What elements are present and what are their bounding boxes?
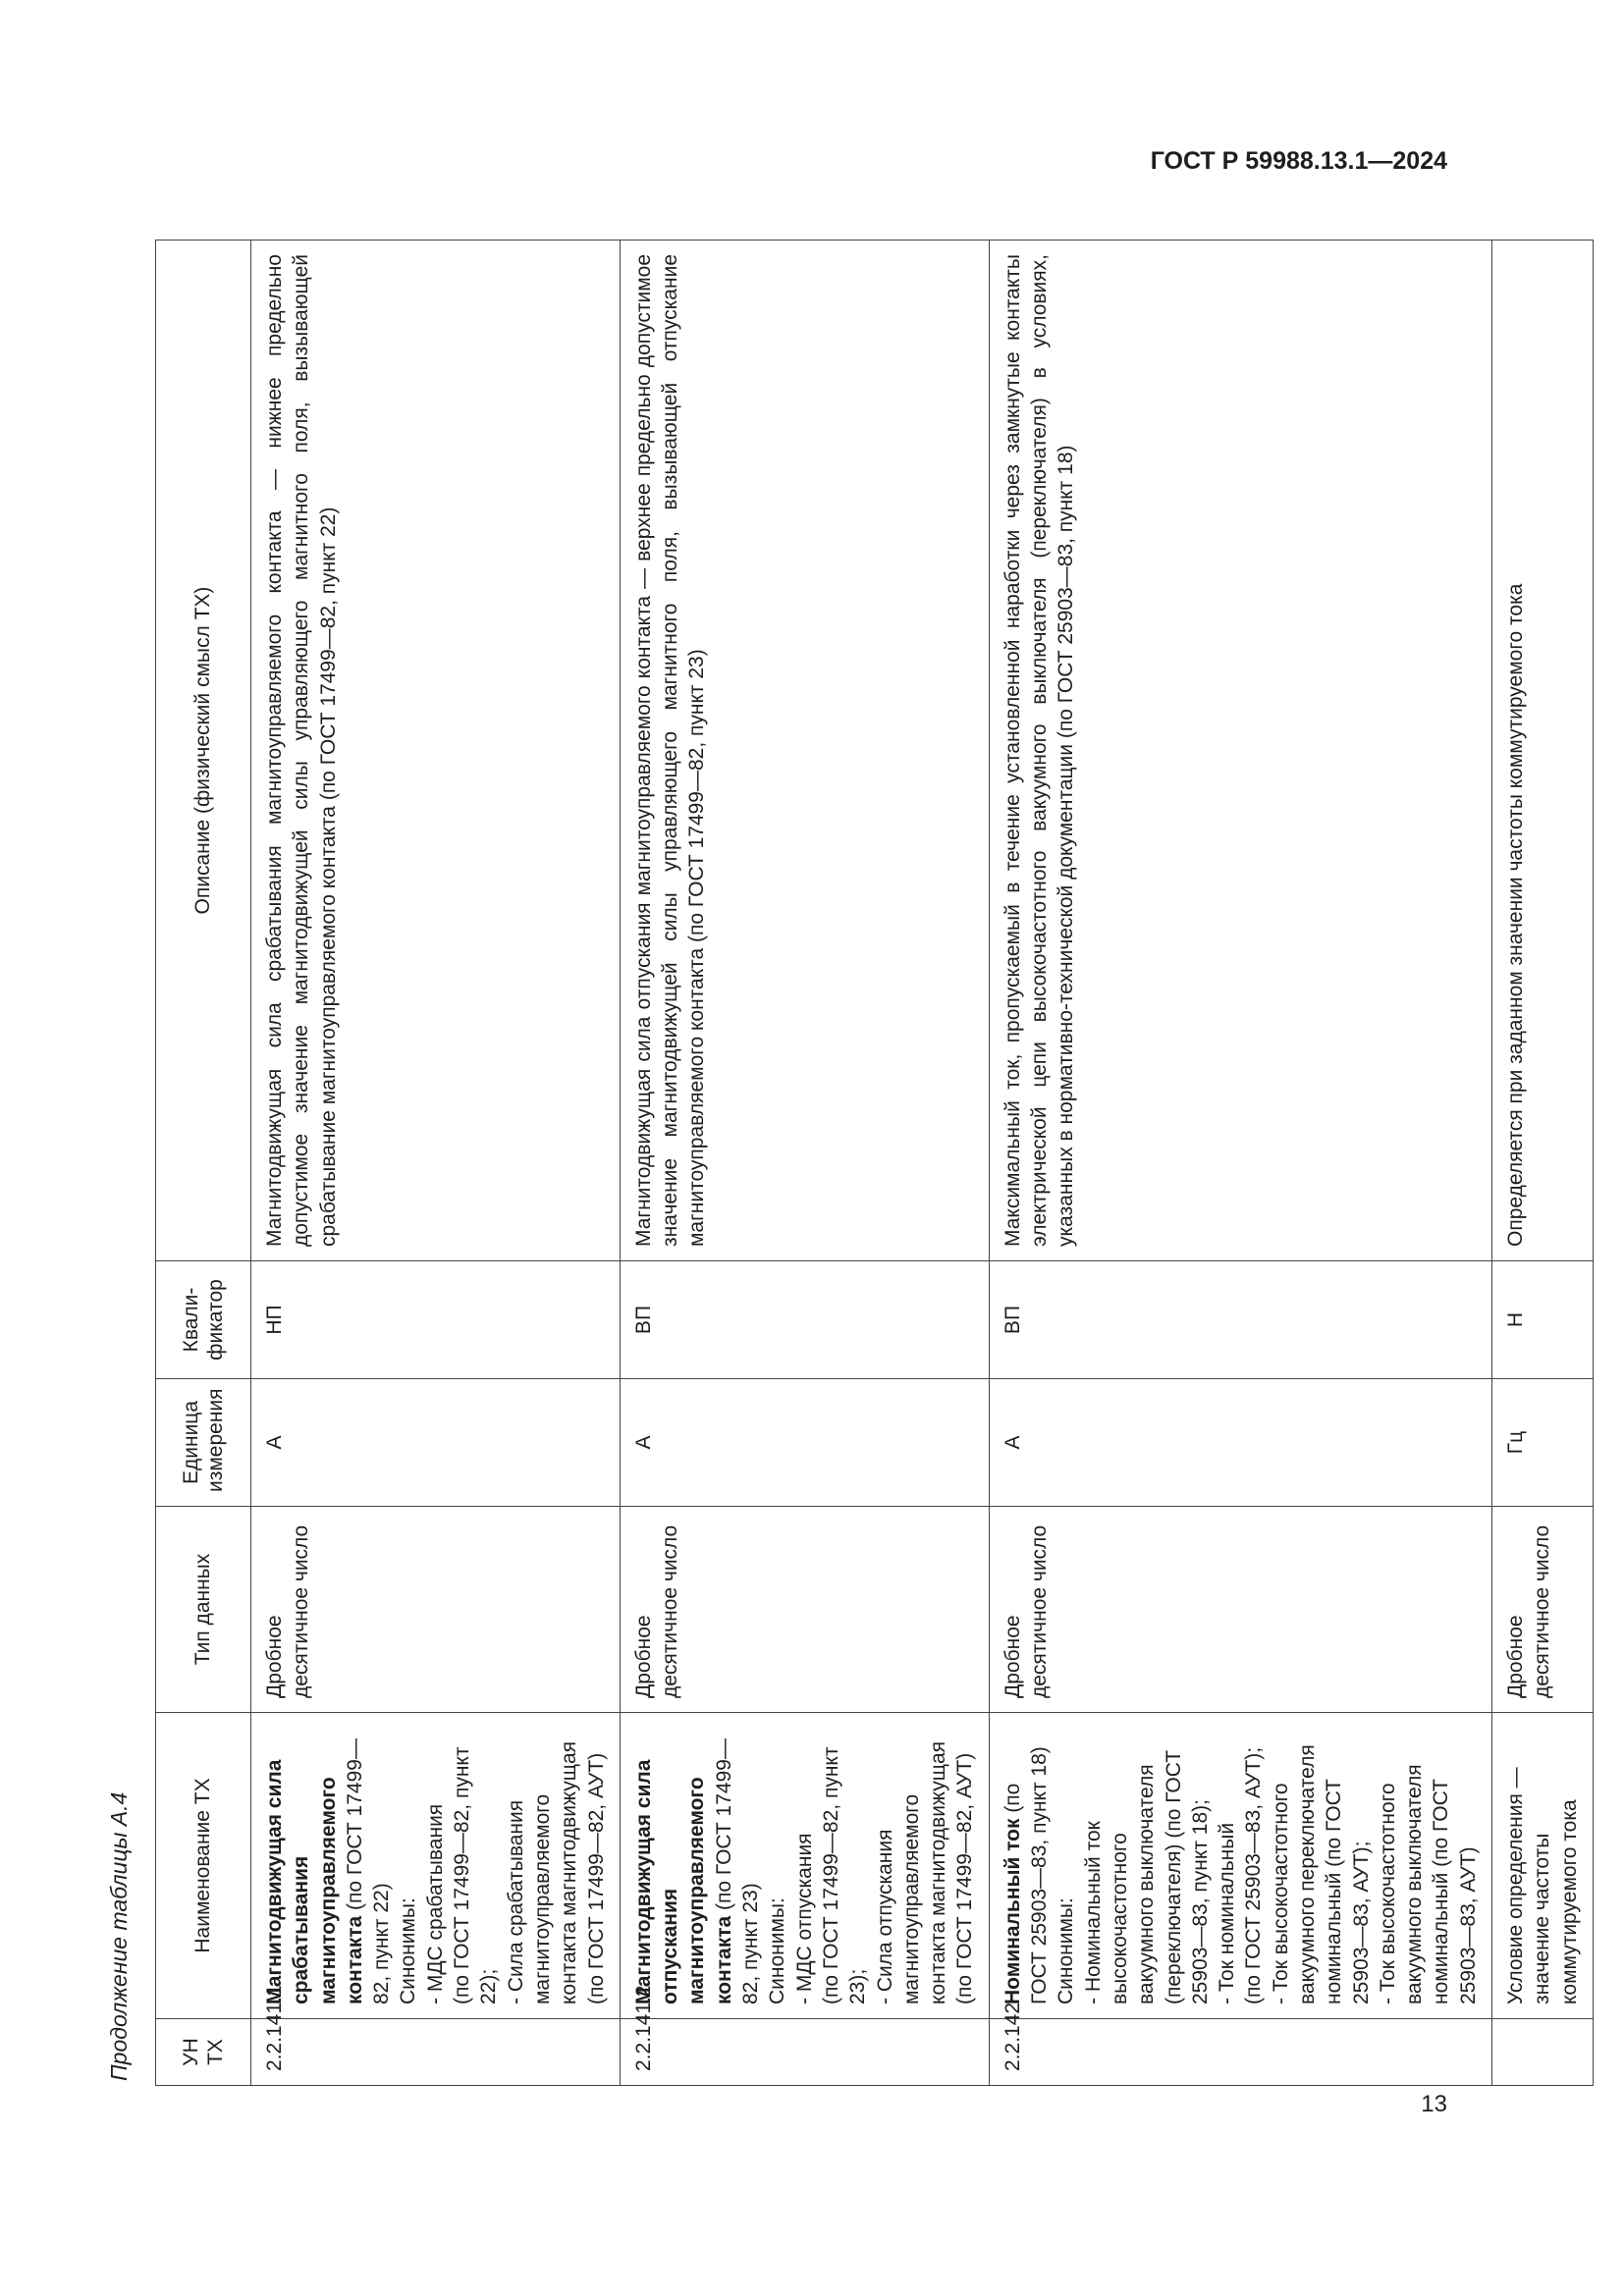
description: Магнитодвижущая сила отпускания магнитоуправляемого контакта — верхнее предельно допустимое значение магнитодвижущей силы управляющего магнитного поля, вызывающей отпускание магнитоуправляемого контакта (по ГОСТ 17499—82, пункт 23) [620,240,989,1261]
unit: А [989,1379,1491,1507]
description: Максимальный ток, пропускаемый в течение установленной наработки через замкнутые контакты электрической цепи высокочастотного вакуумного выключателя (переключателя) в условиях, указанных в нормативно-технической документации (по ГОСТ 25903—83, пункт 18) [989,240,1491,1261]
synonym-item: - МДС отпускания [792,1833,816,2004]
synonyms-label: Синонимы: [397,1897,420,2004]
description: Магнитодвижущая сила срабатывания магнитоуправляемого контакта — нижнее предельно допустимое значение магнитодвижущей силы управляющего магнитного поля, вызывающей срабатывание магнитоуправляемого контакта (по ГОСТ 17499—82, пункт 22) [251,240,621,1261]
synonyms-label: Синонимы: [1055,1897,1078,2004]
characteristic-name-bold: Магнитодвижущая сила срабатывания магнитоуправляемого контакта [263,1759,366,2004]
table-row [1492,240,1594,2086]
synonym-item: (по ГОСТ 25903—83, АУТ); [1242,1746,1266,2004]
unit: А [620,1379,989,1507]
table-row [251,240,621,2086]
characteristic-id: 2.2.141.2 [620,2019,989,2086]
characteristic-name [620,1713,989,2019]
characteristic-name [989,1713,1491,2019]
synonym-item: - МДС срабатывания [423,1803,447,2004]
description: Определяется при заданном значении частоты коммутируемого тока [1492,240,1594,1261]
synonyms-label: Синонимы: [766,1897,789,2004]
rotated-table-container [155,240,1581,2086]
characteristic-id: 2.2.142 [989,2019,1491,2086]
synonym-item: (по ГОСТ 17499—82, пункт 22); [451,1746,501,2004]
characteristic-id: 2.2.141.1 [251,2019,621,2086]
characteristic-name-ref: (по ГОСТ 17499—82, пункт 23) [712,1738,763,2004]
unit: Гц [1492,1379,1594,1507]
data-type: Дробное десятичное число [251,1507,621,1713]
table-row [989,240,1491,2086]
column-header: УН ТХ [156,2019,251,2086]
qualifier: НП [251,1261,621,1379]
data-type: Дробное десятичное число [620,1507,989,1713]
synonym-item: - Номинальный ток высокочастотного вакуумного выключателя (переключателя) (по ГОСТ 25903—83, пункт 18); [1081,1749,1212,2004]
characteristic-name [1492,1713,1594,2019]
characteristic-name-ref: (по ГОСТ 25903—83, пункт 18) [1001,1746,1052,2004]
synonym-item: (по ГОСТ 17499—82, пункт 23); [819,1746,870,2004]
synonym-item: - Сила срабатывания магнитоуправляемого контакта магнитодвижущая (по ГОСТ 17499—82, АУТ) [504,1740,608,2004]
standard-code: ГОСТ Р 59988.13.1—2024 [1150,147,1447,175]
column-header: Тип данных [156,1507,251,1713]
table-caption: Продолжение таблицы А.4 [106,1791,132,2081]
synonym-item: - Ток высокочастотного вакуумного переключателя номинальный (по ГОСТ 25903—83, АУТ); [1269,1744,1373,2004]
synonym-item: - Сила отпускания магнитоуправляемого контакта магнитодвижущая (по ГОСТ 17499—82, АУТ) [873,1740,977,2004]
characteristic-name [251,1713,621,2019]
characteristic-id [1492,2019,1594,2086]
characteristics-table [155,240,1594,2086]
unit: А [251,1379,621,1507]
data-type: Дробное десятичное число [989,1507,1491,1713]
table-row [620,240,989,2086]
characteristic-name-ref: (по ГОСТ 17499—82, пункт 22) [343,1738,394,2004]
qualifier: ВП [620,1261,989,1379]
column-header: Квали-фикатор [156,1261,251,1379]
characteristic-name-bold: Магнитодвижущая сила отпускания магнитоуправляемого контакта [631,1759,735,2004]
characteristic-name-bold: Номинальный ток [1001,1818,1024,2004]
column-header: Наименование ТХ [156,1713,251,2019]
column-header: Описание (физический смысл ТХ) [156,240,251,1261]
synonym-item: - Ток высокочастотного вакуумного выключателя номинальный (по ГОСТ 25903—83, АУТ) [1376,1764,1480,2004]
qualifier: Н [1492,1261,1594,1379]
page-number: 13 [1421,2091,1447,2117]
data-type: Дробное десятичное число [1492,1507,1594,1713]
qualifier: ВП [989,1261,1491,1379]
table-header-row [156,240,251,2086]
synonym-item: - Ток номинальный [1216,1822,1239,2004]
characteristic-name-ref: Условие определения — значение частоты коммутируемого тока [1504,1767,1581,2004]
column-header: Единица измерения [156,1379,251,1507]
